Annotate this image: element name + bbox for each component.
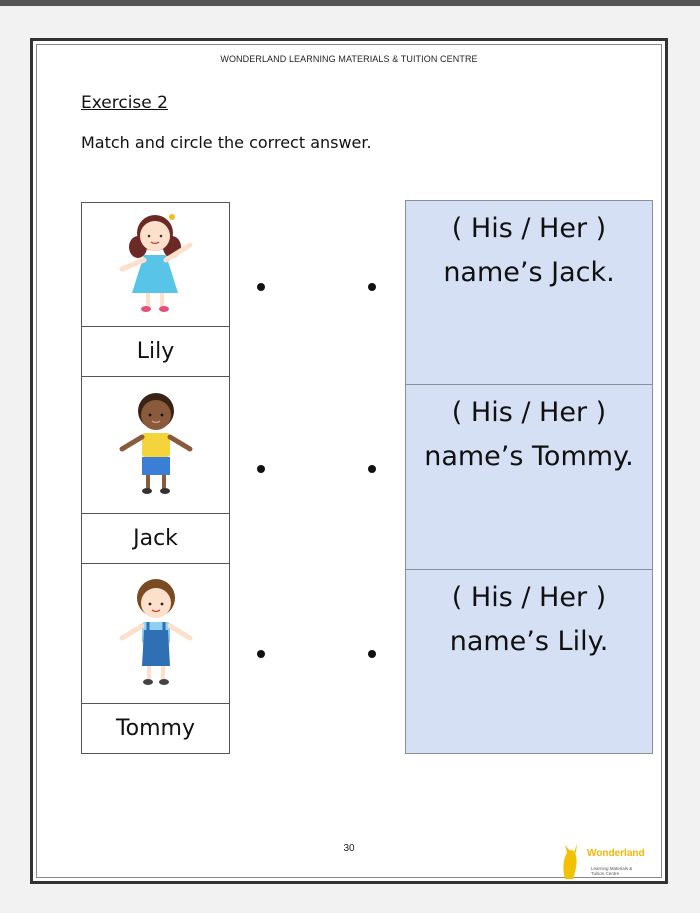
worksheet-page xyxy=(30,38,668,884)
top-edge xyxy=(0,0,700,6)
picture-cell-jack xyxy=(81,376,230,514)
boy-illustration xyxy=(82,564,229,703)
exercise-title: Exercise 2 xyxy=(81,93,168,113)
girl-illustration xyxy=(82,203,229,326)
picture-cell-lily xyxy=(81,202,230,327)
match-dot-right[interactable] xyxy=(368,283,376,291)
logo-subtitle-line2: Tuition Centre xyxy=(591,871,620,876)
his-her-choice[interactable]: ( His / Her ) xyxy=(451,213,607,244)
answer-sentence: name’s Jack. xyxy=(443,257,615,288)
logo-subtitle xyxy=(591,866,632,876)
answer-sentence: name’s Tommy. xyxy=(424,441,634,472)
instruction-text: Match and circle the correct answer. xyxy=(81,133,372,152)
logo-title: Wonderland xyxy=(587,848,645,859)
boy-illustration xyxy=(82,377,229,513)
match-dot-left[interactable] xyxy=(257,465,265,473)
name-cell-tommy: Tommy xyxy=(81,703,230,754)
logo-subtitle-line1: Learning Materials & xyxy=(591,866,633,871)
picture-cell-tommy xyxy=(81,563,230,704)
match-dot-right[interactable] xyxy=(368,465,376,473)
match-dot-left[interactable] xyxy=(257,283,265,291)
page-number: 30 xyxy=(343,843,355,854)
centre-header: WONDERLAND LEARNING MATERIALS & TUITION CENTRE xyxy=(220,54,478,64)
match-dot-left[interactable] xyxy=(257,650,265,658)
answer-box[interactable] xyxy=(405,384,653,570)
answer-box[interactable] xyxy=(405,200,653,385)
his-her-choice[interactable]: ( His / Her ) xyxy=(451,397,607,428)
name-cell-jack: Jack xyxy=(81,513,230,564)
match-dot-right[interactable] xyxy=(368,650,376,658)
his-her-choice[interactable]: ( His / Her ) xyxy=(451,582,607,613)
name-cell-lily: Lily xyxy=(81,326,230,377)
answer-sentence: name’s Lily. xyxy=(449,626,609,657)
wonderland-logo xyxy=(557,843,657,881)
answer-box[interactable] xyxy=(405,569,653,754)
wonderland-mascot-icon xyxy=(557,843,585,881)
